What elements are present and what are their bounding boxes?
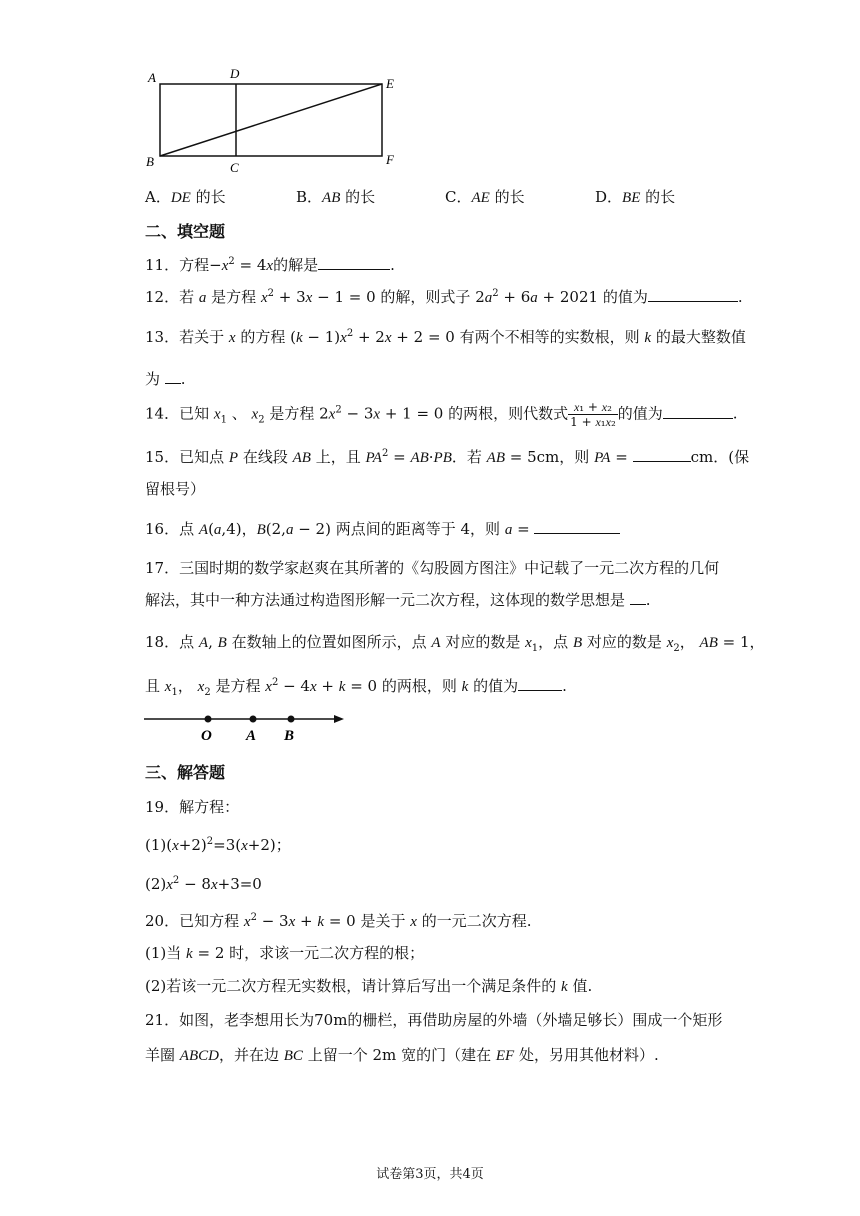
label-e: E: [386, 76, 394, 91]
question-21-line2: 羊圈 ABCD，并在边 BC 上留一个 2m 宽的门（建在 EF 处，另用其他材料）.: [145, 1046, 659, 1064]
question-20-part2: (2)若该一元二次方程无实数根，请计算后写出一个满足条件的 k 值.: [145, 977, 593, 995]
question-17-line1: 17．三国时期的数学家赵爽在其所著的《勾股圆方图注》中记载了一元二次方程的几何: [145, 559, 720, 577]
question-20-part1: (1)当 k = 2 时，求该一元二次方程的根；: [145, 944, 425, 962]
q10-option-a: A．DE 的长: [145, 188, 226, 206]
question-13-line1: 13．若关于 x 的方程 $(k - 1)x^2 + 2x + 2 = 0$ 有两个不相等的实数根，则 k 的最大整数值: [145, 328, 746, 346]
label-c: C: [230, 160, 239, 175]
label-a: A: [148, 70, 156, 85]
question-13-line2: 为 .: [145, 370, 186, 388]
label-d: D: [230, 66, 240, 81]
question-14: 14．已知 $x_1$ 、 $x_2$ 是方程 $2x^2 - 3x + 1 = 0$ 的两根，则代数式 $\frac{\text{x₁ + x₂}}{\text{1 + x₁x₂}}$ 的值为 .: [145, 400, 738, 429]
question-16: 16．点 A(a,4)，B(2,a − 2) 两点间的距离等于 4，则 a =: [145, 518, 620, 539]
rectangle-figure: [140, 62, 410, 177]
question-19-part1: $(1)(x+2)^2=3(x+2)$；: [145, 836, 291, 854]
label-f: F: [386, 152, 394, 167]
question-15-line2: 留根号）: [145, 480, 206, 498]
label-a-point: A: [246, 728, 257, 744]
question-18-line1: 18．点 A, B 在数轴上的位置如图所示，点 A 对应的数是 $x_1$，点 B 对应的数是 $x_2$， AB = 1，: [145, 633, 765, 654]
q10-option-c: C．AE 的长: [445, 188, 525, 206]
section3-title: 三、解答题: [145, 763, 226, 782]
label-o: O: [201, 728, 212, 744]
label-b: B: [146, 154, 154, 169]
question-17-line2: 解法，其中一种方法通过构造图形解一元二次方程，这体现的数学思想是 .: [145, 591, 651, 609]
q10-option-d: D．BE 的长: [595, 188, 676, 206]
question-12: 12．若 a 是方程 $x^2 + 3x - 1 = 0$ 的解，则式子 $2a^2 + 6a + 2021$ 的值为 .: [145, 288, 743, 306]
fraction-expression: $\frac{\text{x₁ + x₂}}{\text{1 + x₁x₂}}$: [570, 400, 616, 429]
question-19-part2: $(2)x^2 - 8x+3=0$: [145, 875, 262, 893]
question-21-line1: 21．如图，老李想用长为70m的栅栏，再借助房屋的外墙（外墙足够长）围成一个矩形: [145, 1011, 723, 1029]
question-18-line2: 且 $x_1$， $x_2$ 是方程 $x^2 - 4x + k = 0$ 的两根，则 k 的值为 .: [145, 677, 567, 698]
question-11: 11．方程$-x^2 = 4x$的解是 .: [145, 256, 395, 274]
label-b-point: B: [284, 728, 295, 744]
number-line-figure: [140, 708, 355, 746]
q10-option-b: B．AB 的长: [296, 188, 376, 206]
page-footer: 试卷第3页，共4页: [376, 1167, 484, 1182]
question-19: 19．解方程：: [145, 798, 240, 816]
section2-title: 二、填空题: [145, 222, 226, 241]
question-20: 20．已知方程 $x^2 - 3x + k = 0$ 是关于 x 的一元二次方程.: [145, 912, 532, 930]
question-15-line1: 15．已知点 P 在线段 AB 上，且 $PA^2 = AB\cdot PB$．若 AB = 5cm，则 PA = cm．(保: [145, 448, 750, 466]
